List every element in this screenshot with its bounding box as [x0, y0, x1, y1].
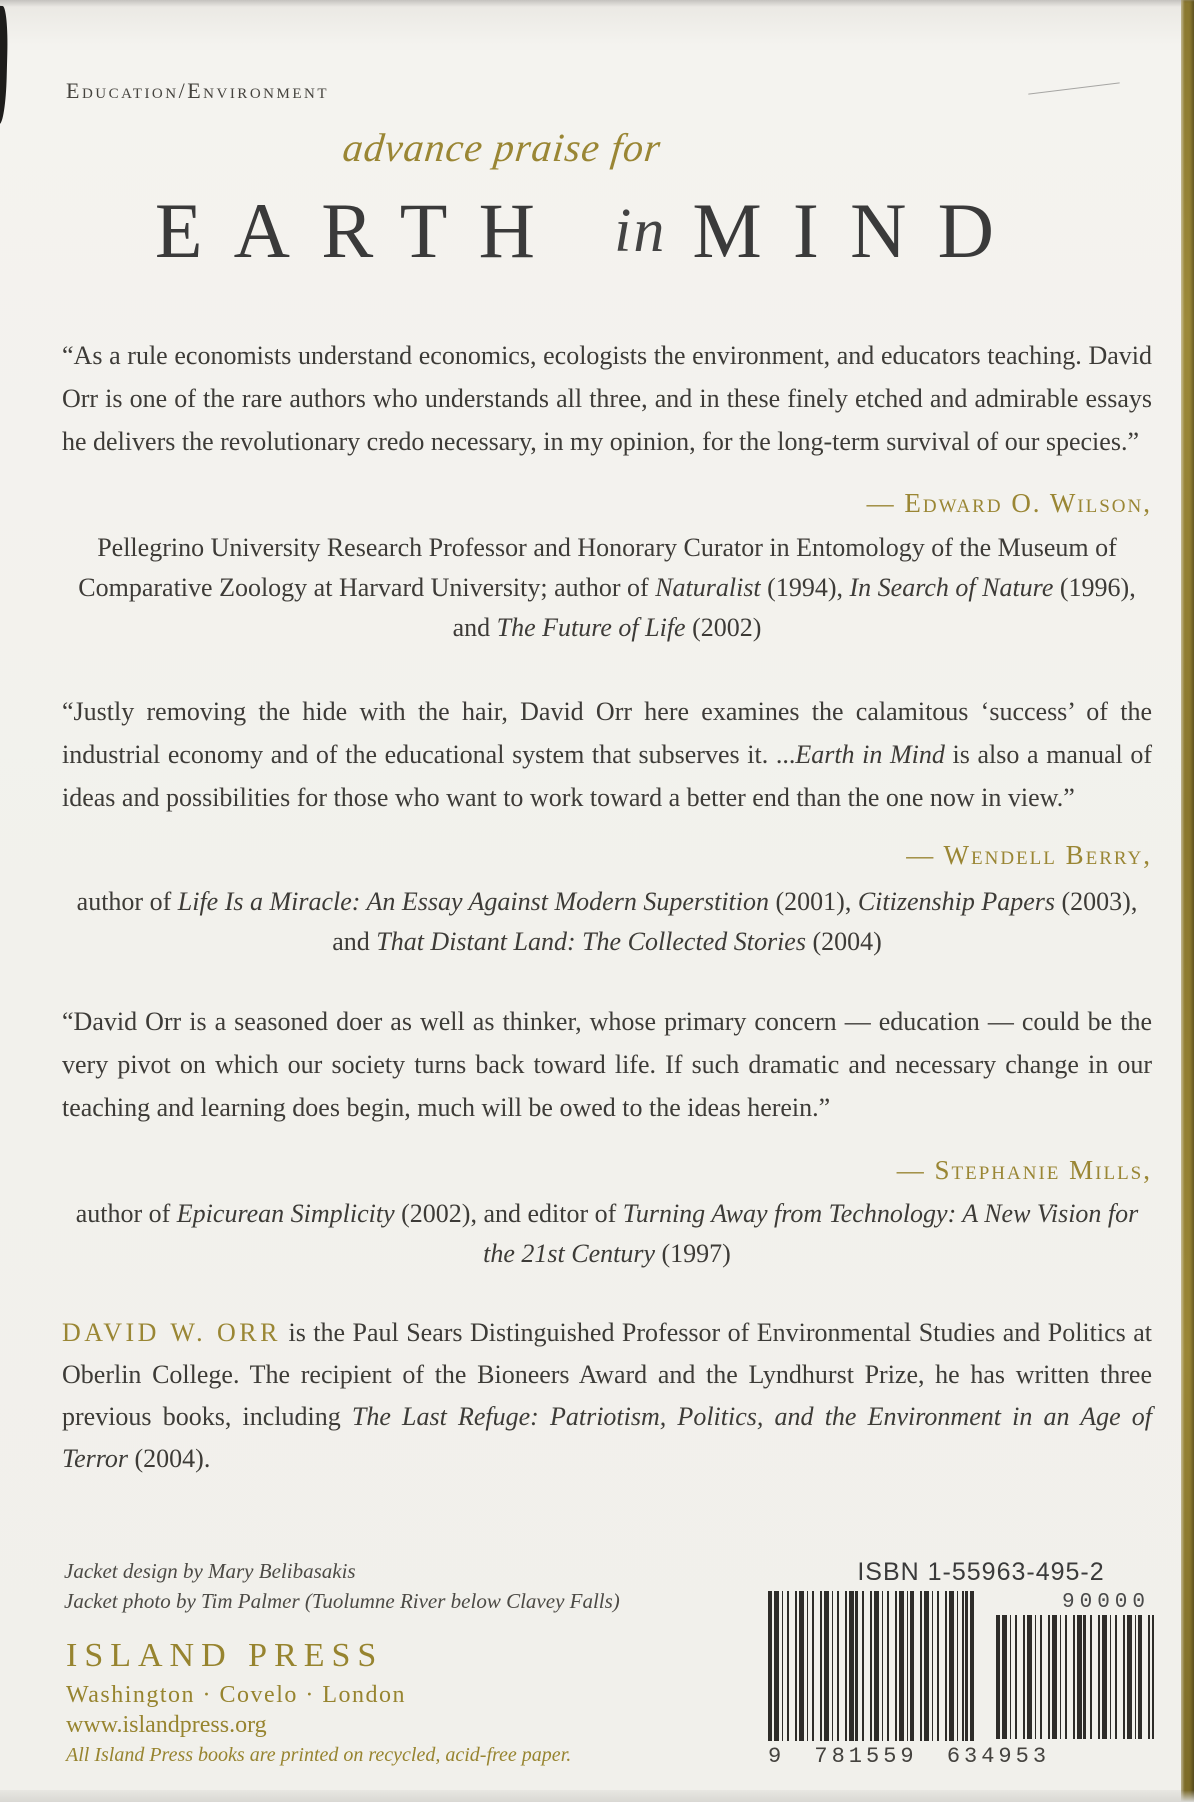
jacket-credits [64, 1556, 620, 1616]
ean-barcode-group [768, 1591, 1051, 1769]
publisher-name: ISLAND PRESS [66, 1637, 384, 1674]
price-code: 90000 [1061, 1591, 1150, 1614]
isbn-label: ISBN 1-55963-495-2 [857, 1558, 1105, 1586]
barcode-block [768, 1558, 1154, 1769]
title-word-earth: EARTH [154, 187, 567, 274]
quote-mills-credit: author of Epicurean Simplicity (2002), and editor of Turning Away from Technology: A New Vision for the 21st Century (1997) [75, 1199, 1139, 1268]
title-word-mind: MIND [692, 187, 1026, 274]
quote-wilson-credit: Pellegrino University Research Professor and Honorary Curator in Entomology of the Museum of Comparative Zoology at Harvard University; author of Naturalist (1994), In Search of Nature (1996), and The Future of Life (2002) [78, 533, 1136, 642]
price-supplement-barcode [996, 1615, 1154, 1739]
top-edge-shadow [0, 0, 1194, 7]
jacket-photo-credit: Jacket photo by Tim Palmer (Tuolumne River below Clavey Falls) [64, 1589, 620, 1613]
quote-berry-attribution: — Wendell Berry, [906, 840, 1152, 870]
praise-tagline-text: advance praise for [340, 125, 664, 170]
quote-mills-attribution: — Stephanie Mills, [896, 1155, 1152, 1185]
title-word-in: in [614, 197, 667, 265]
author-bio: DAVID W. ORR is the Paul Sears Distinguished Professor of Environmental Studies and Politics at Oberlin College. The recipient of the Bioneers Award and the Lyndhurst Prize, he has written three previous books, including The Last Refuge: Patriotism, Politics, and the Environment in an Age of Terror (2004). [62, 1318, 1152, 1473]
ean-barcode [768, 1591, 974, 1741]
quote-berry-credit: author of Life Is a Miracle: An Essay Against Modern Superstition (2001), Citizenship Papers (2003), and That Distant Land: The Collected Stories (2004) [76, 887, 1138, 956]
jacket-design-credit: Jacket design by Mary Belibasakis [64, 1559, 356, 1583]
publisher-cities: Washington · Covelo · London [66, 1682, 407, 1708]
category-label: Education/Environment [66, 78, 329, 103]
bottom-edge-band [0, 1790, 1194, 1802]
book-title [0, 187, 1180, 274]
barcode-bars-row [768, 1591, 1154, 1769]
ean-digits: 9 781559 634953 [768, 1744, 1051, 1769]
publisher-recycled-note: All Island Press books are printed on recycled, acid-free paper. [66, 1744, 572, 1766]
publisher-block [66, 1636, 571, 1768]
price-supplement-group [996, 1591, 1154, 1739]
praise-tagline [0, 124, 1180, 171]
quote-mills-text: “David Orr is a seasoned doer as well as thinker, whose primary concern — education — could be the very pivot on which our society turns back toward life. If such dramatic and necessary change in our teaching and learning does begin, much will be owed to the ideas herein.” [62, 1007, 1152, 1122]
scratch-mark [1028, 82, 1119, 94]
publisher-website: www.islandpress.org [66, 1712, 267, 1738]
scan-artifact-sliver [0, 6, 9, 124]
quote-berry-text: “Justly removing the hide with the hair, David Orr here examines the calamitous ‘success’ of the industrial economy and of the educational system that subserves it. ...Earth in Mind is also a manual of ideas and possibilities for those who want to work toward a better end than the one now in view.” [62, 697, 1153, 812]
spine-gold-edge [1181, 0, 1194, 1802]
quote-wilson-attribution: — Edward O. Wilson, [866, 488, 1152, 518]
quote-wilson-text: “As a rule economists understand economics, ecologists the environment, and educators teaching. David Orr is one of the rare authors who understands all three, and in these finely etched and admirable essays he delivers the revolutionary credo necessary, in my opinion, for the long-term survival of our species.” [62, 341, 1152, 456]
